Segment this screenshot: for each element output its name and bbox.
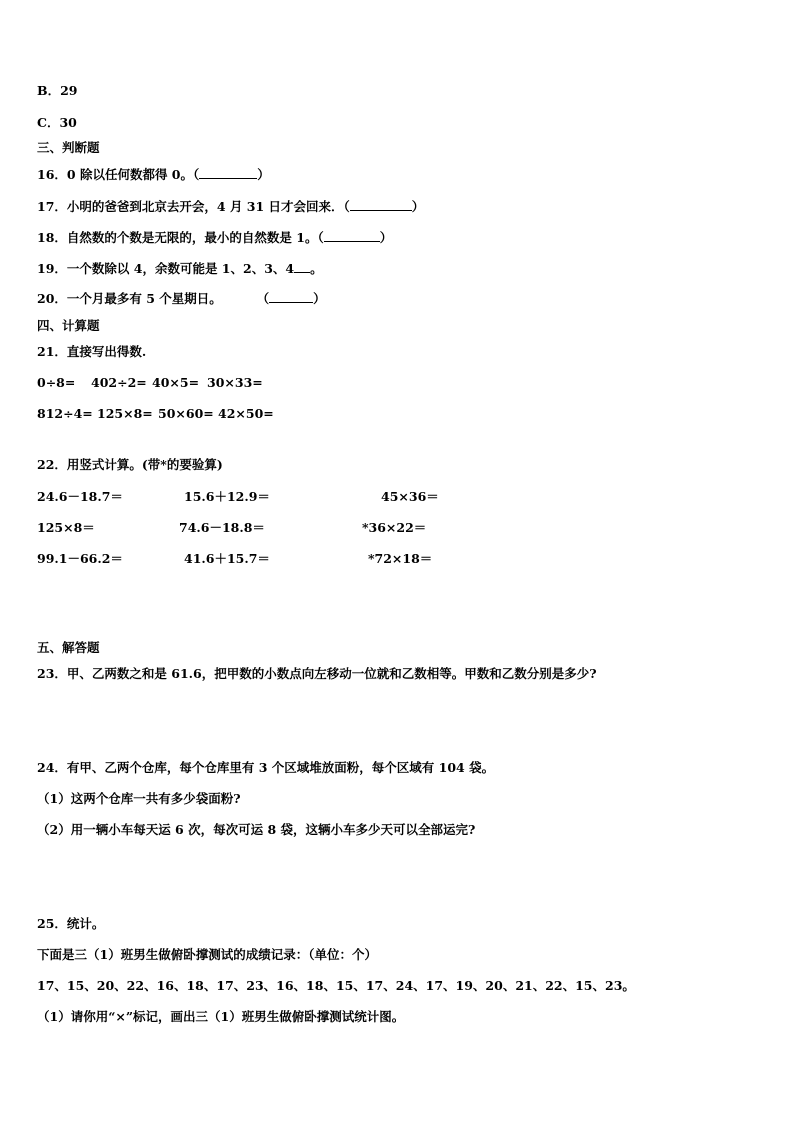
- answer-blank-20[interactable]: [269, 290, 313, 303]
- answer-blank-17[interactable]: [350, 198, 412, 211]
- oral-calc-item: 125×8=: [97, 406, 153, 421]
- oral-calc-item: 40×5=: [152, 375, 200, 390]
- oral-calc-item: 812÷4=: [37, 406, 93, 421]
- question-25-title: 25．统计。: [37, 916, 105, 931]
- oral-calc-item: 42×50=: [218, 406, 274, 421]
- question-24-title: 24．有甲、乙两个仓库，每个仓库里有 3 个区域堆放面粉，每个区域有 104 袋。: [37, 760, 495, 775]
- oral-calc-item: 50×60=: [158, 406, 214, 421]
- question-18: 18．自然数的个数是无限的，最小的自然数是 1。（ ）: [37, 230, 393, 245]
- answer-blank-18[interactable]: [324, 229, 380, 242]
- oral-calc-item: 0÷8=: [37, 375, 76, 390]
- vertical-calc-item: *72×18＝: [368, 551, 433, 566]
- section-calc-heading: 四、计算题: [37, 318, 100, 333]
- question-25-part-1: （1）请你用“×”标记，画出三（1）班男生做俯卧撑测试统计图。: [37, 1009, 405, 1024]
- vertical-calc-item: 24.6－18.7＝: [37, 489, 123, 504]
- vertical-calc-item: 99.1－66.2＝: [37, 551, 123, 566]
- question-23: 23．甲、乙两数之和是 61.6，把甲数的小数点向左移动一位就和乙数相等。甲数和乙数分别是多少?: [37, 666, 597, 681]
- answer-blank-19[interactable]: [294, 260, 310, 273]
- answer-blank-16[interactable]: [199, 166, 257, 179]
- section-solve-heading: 五、解答题: [37, 640, 100, 655]
- vertical-calc-item: 125×8＝: [37, 520, 95, 535]
- question-22-title: 22．用竖式计算。(带*的要验算): [37, 457, 223, 472]
- question-16: 16．0 除以任何数都得 0。（ ）: [37, 167, 270, 182]
- vertical-calc-item: 74.6－18.8＝: [179, 520, 265, 535]
- question-24-part-1: （1）这两个仓库一共有多少袋面粉?: [37, 791, 241, 806]
- question-24-part-2: （2）用一辆小车每天运 6 次，每次可运 8 袋，这辆小车多少天可以全部运完?: [37, 822, 476, 837]
- question-25-data: 17、15、20、22、16、18、17、23、16、18、15、17、24、17、19、20、21、22、15、23。: [37, 978, 635, 993]
- vertical-calc-item: 45×36＝: [381, 489, 439, 504]
- option-c: C．30: [37, 115, 77, 130]
- vertical-calc-item: *36×22＝: [362, 520, 427, 535]
- question-25-intro: 下面是三（1）班男生做俯卧撑测试的成绩记录：（单位：个）: [37, 947, 377, 962]
- question-21-title: 21．直接写出得数.: [37, 344, 147, 359]
- oral-calc-item: 402÷2=: [91, 375, 147, 390]
- oral-calc-item: 30×33=: [207, 375, 263, 390]
- vertical-calc-item: 15.6＋12.9＝: [184, 489, 270, 504]
- option-b: B．29: [37, 83, 78, 98]
- section-judge-heading: 三、判断题: [37, 140, 100, 155]
- question-20: 20．一个月最多有 5 个星期日。 （ ）: [37, 291, 326, 306]
- question-19: 19．一个数除以 4，余数可能是 1、2、3、4 。: [37, 261, 323, 276]
- question-17: 17．小明的爸爸到北京去开会，4 月 31 日才会回来．（ ）: [37, 199, 425, 214]
- vertical-calc-item: 41.6＋15.7＝: [184, 551, 270, 566]
